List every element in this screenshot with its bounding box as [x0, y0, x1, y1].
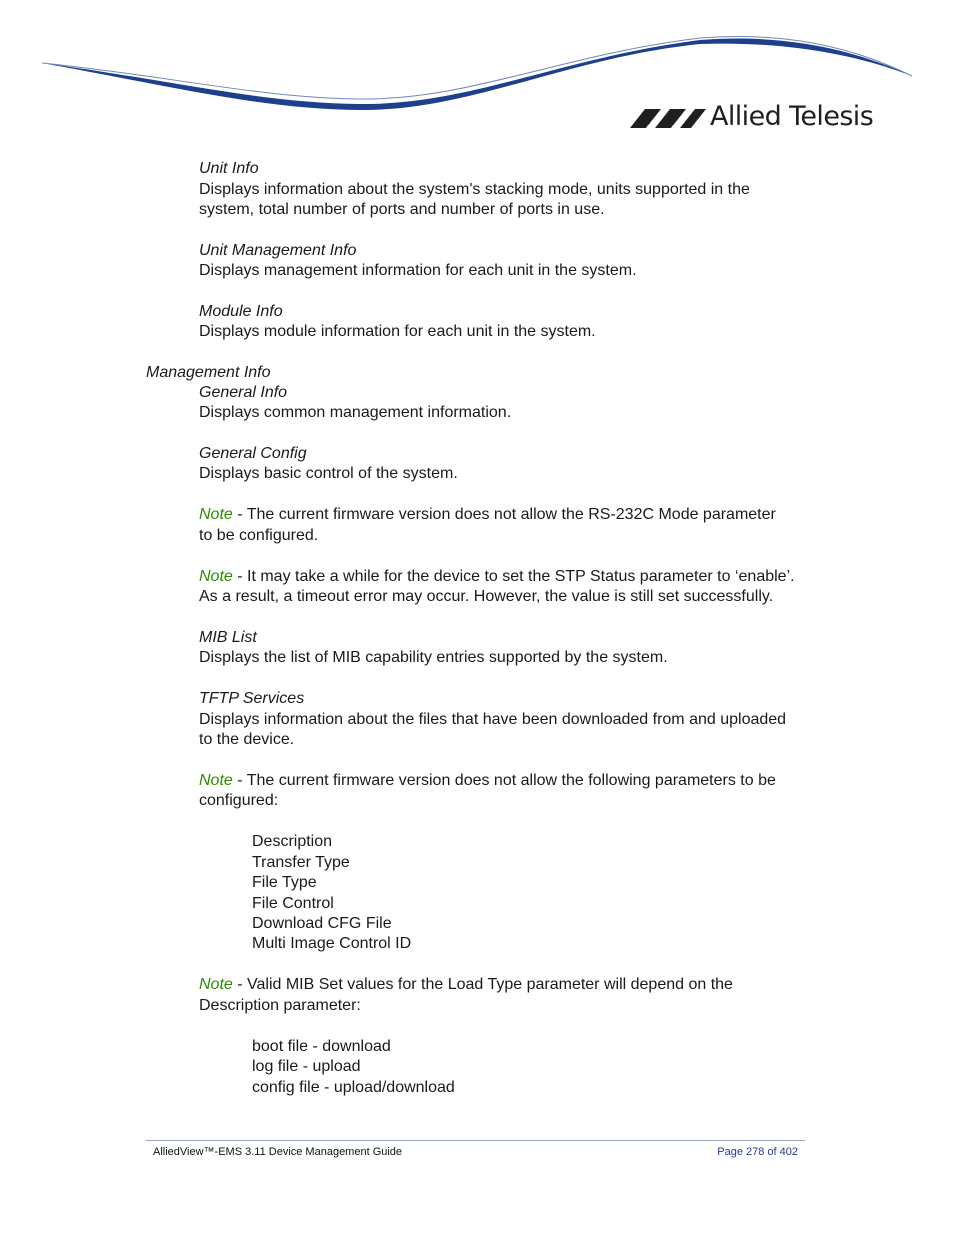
module-info-title: Module Info [199, 303, 283, 320]
footer-page-number: Page 278 of 402 [717, 1146, 798, 1158]
unit-info-title: Unit Info [199, 160, 259, 177]
param-list-item: Download CFG File [252, 915, 392, 932]
note-2-line-2: As a result, a timeout error may occur. However, the value is still set successfully. [199, 588, 774, 605]
management-info-heading: Management Info [146, 364, 271, 381]
note-1-line-2: to be configured. [199, 527, 319, 544]
note-1-label: Note [199, 506, 233, 523]
load-list-item: config file - upload/download [252, 1079, 455, 1096]
note-3-label: Note [199, 772, 233, 789]
param-list-item: Description [252, 833, 333, 850]
footer-divider [146, 1140, 805, 1141]
param-list-item: Multi Image Control ID [252, 935, 412, 952]
module-info-text: Displays module information for each unit in the system. [199, 323, 596, 340]
param-list-item: Transfer Type [252, 854, 350, 871]
note-4-label: Note [199, 976, 233, 993]
tftp-services-text-1: Displays information about the files that have been downloaded from and uploaded [199, 711, 787, 728]
unit-info-text-2: system, total number of ports and number of ports in use. [199, 201, 605, 218]
unit-info-text-1: Displays information about the system's stacking mode, units supported in the [199, 181, 750, 198]
logo-wordmark: Allied Telesis [710, 101, 874, 132]
note-3-line-2: configured: [199, 792, 279, 809]
unit-mgmt-info-title: Unit Management Info [199, 242, 357, 259]
note-1-line-1 [199, 505, 776, 525]
note-2-text: - It may take a while for the device to set the STP Status parameter to ‘enable’. [232, 568, 795, 585]
load-list-item: boot file - download [252, 1038, 391, 1055]
mib-list-title: MIB List [199, 629, 257, 646]
note-2-line-1 [199, 567, 795, 587]
tftp-services-text-2: to the device. [199, 731, 295, 748]
general-info-title: General Info [199, 384, 288, 401]
tftp-services-title: TFTP Services [199, 690, 305, 707]
general-config-title: General Config [199, 445, 307, 462]
unit-mgmt-info-text: Displays management information for each unit in the system. [199, 262, 637, 279]
note-3-line-1 [199, 771, 776, 791]
note-1-text: - The current firmware version does not allow the RS-232C Mode parameter [232, 506, 776, 523]
general-config-text: Displays basic control of the system. [199, 465, 458, 482]
load-list-item: log file - upload [252, 1058, 361, 1075]
footer-guide-title: AlliedView™-EMS 3.11 Device Management Guide [153, 1146, 403, 1158]
param-list-item: File Type [252, 874, 317, 891]
note-3-text: - The current firmware version does not allow the following parameters to be [232, 772, 776, 789]
note-4-line-1 [199, 975, 733, 995]
note-2-label: Note [199, 568, 233, 585]
general-info-text: Displays common management information. [199, 404, 512, 421]
note-4-text: - Valid MIB Set values for the Load Type parameter will depend on the [232, 976, 733, 993]
mib-list-text: Displays the list of MIB capability entries supported by the system. [199, 649, 668, 666]
note-4-line-2: Description parameter: [199, 997, 361, 1014]
param-list-item: File Control [252, 895, 334, 912]
